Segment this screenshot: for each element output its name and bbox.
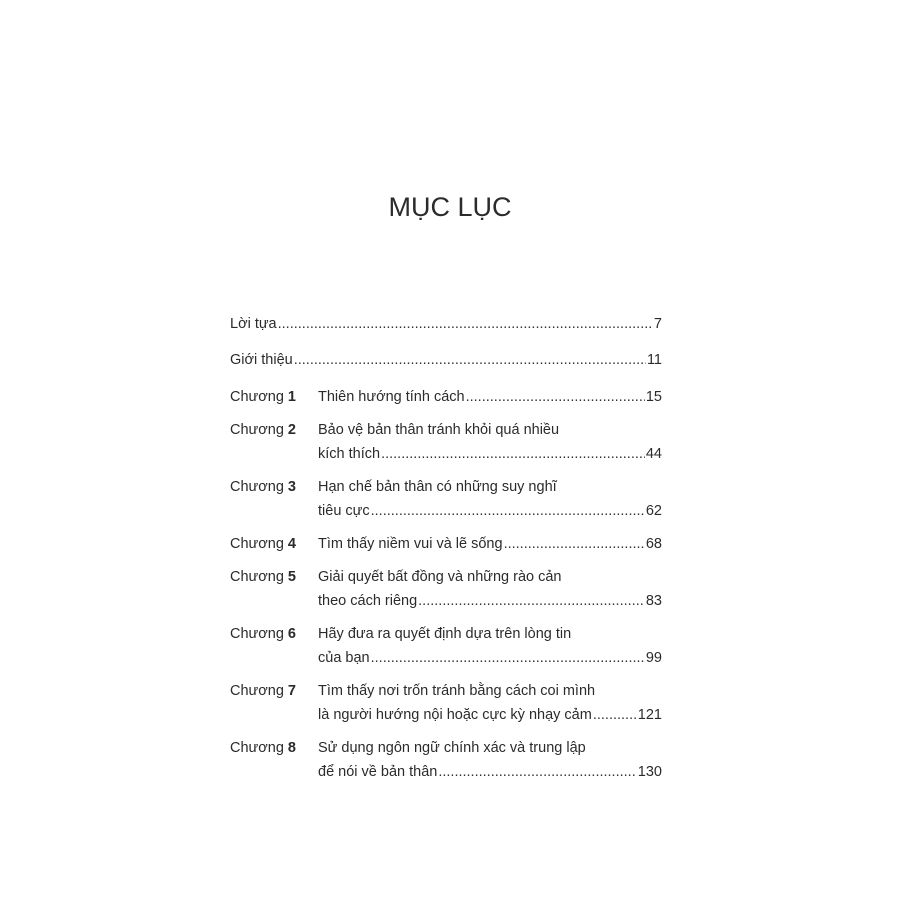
chapter-label xyxy=(230,679,318,727)
chapter-word: Chương xyxy=(230,536,284,552)
entry-title: kích thích xyxy=(318,446,381,462)
toc-chapter-entry[interactable] xyxy=(230,736,662,784)
toc-entry-line xyxy=(318,532,662,556)
chapter-label xyxy=(230,565,318,613)
toc-entry-line xyxy=(318,703,662,727)
chapter-label xyxy=(230,418,318,466)
chapter-number: 5 xyxy=(287,569,296,585)
chapter-word: Chương xyxy=(230,422,284,438)
toc-chapter-entry[interactable] xyxy=(230,385,662,409)
chapter-title-block xyxy=(318,565,662,613)
chapter-word: Chương xyxy=(230,626,284,642)
toc-entry-line xyxy=(318,589,662,613)
chapter-title-line: Hãy đưa ra quyết định dựa trên lòng tin xyxy=(318,626,572,642)
chapter-title-block xyxy=(318,385,662,409)
chapter-title-line: Tìm thấy nơi trốn tránh bằng cách coi mình xyxy=(318,683,596,699)
chapter-word: Chương xyxy=(230,740,284,756)
page-number: 83 xyxy=(645,593,662,609)
dot-leader xyxy=(371,499,645,523)
chapter-title-block xyxy=(318,418,662,466)
toc-chapter-entry[interactable] xyxy=(230,532,662,556)
dot-leader xyxy=(504,532,645,556)
chapter-number: 1 xyxy=(287,389,296,405)
chapter-label xyxy=(230,385,318,409)
toc-chapter-entry[interactable] xyxy=(230,418,662,466)
page-number: 11 xyxy=(646,352,662,368)
dot-leader xyxy=(278,312,653,336)
toc-chapter-entry[interactable] xyxy=(230,565,662,613)
dot-leader xyxy=(371,646,645,670)
chapter-number: 6 xyxy=(287,626,296,642)
chapter-number: 7 xyxy=(287,683,296,699)
entry-title: tiêu cực xyxy=(318,503,370,519)
toc-entry-line xyxy=(318,499,662,523)
dot-leader xyxy=(381,442,645,466)
toc-entry[interactable] xyxy=(230,312,662,336)
chapter-title-line: Sử dụng ngôn ngữ chính xác và trung lập xyxy=(318,740,586,756)
entry-title: theo cách riêng xyxy=(318,593,418,609)
chapter-word: Chương xyxy=(230,389,284,405)
dot-leader xyxy=(438,760,636,784)
toc-entry-line xyxy=(318,760,662,784)
entry-title: Thiên hướng tính cách xyxy=(318,389,465,405)
chapter-title-block xyxy=(318,475,662,523)
entry-title: của bạn xyxy=(318,650,370,666)
chapter-title-block xyxy=(318,679,662,727)
toc-entry-line xyxy=(230,312,662,336)
page-number: 121 xyxy=(637,707,662,723)
chapter-number: 4 xyxy=(287,536,296,552)
dot-leader xyxy=(418,589,645,613)
chapter-title-line: Giải quyết bất đồng và những rào cản xyxy=(318,569,562,585)
toc-chapter-entry[interactable] xyxy=(230,679,662,727)
chapter-label xyxy=(230,532,318,556)
entry-title: Giới thiệu xyxy=(230,352,293,368)
chapter-word: Chương xyxy=(230,683,284,699)
toc-chapter-entry[interactable] xyxy=(230,475,662,523)
chapter-number: 8 xyxy=(287,740,296,756)
entry-title: là người hướng nội hoặc cực kỳ nhạy cảm xyxy=(318,707,592,723)
toc-chapter-entry[interactable] xyxy=(230,622,662,670)
page-number: 7 xyxy=(653,316,662,332)
chapter-title-line: Bảo vệ bản thân tránh khỏi quá nhiều xyxy=(318,422,560,438)
page-number: 99 xyxy=(645,650,662,666)
toc-entry-line xyxy=(318,442,662,466)
page-number: 130 xyxy=(637,764,662,780)
dot-leader xyxy=(294,348,646,372)
entry-title: Tìm thấy niềm vui và lẽ sống xyxy=(318,536,503,552)
entry-title: Lời tựa xyxy=(230,316,277,332)
toc-entry[interactable] xyxy=(230,348,662,372)
dot-leader xyxy=(466,385,645,409)
toc-entry-line xyxy=(318,385,662,409)
page-number: 68 xyxy=(645,536,662,552)
toc-entry-line xyxy=(318,646,662,670)
page-number: 15 xyxy=(645,389,662,405)
chapter-number: 2 xyxy=(287,422,296,438)
toc-entry-line xyxy=(230,348,662,372)
page-number: 62 xyxy=(645,503,662,519)
chapter-title-block xyxy=(318,622,662,670)
chapter-title-block xyxy=(318,736,662,784)
chapter-label xyxy=(230,475,318,523)
chapter-label xyxy=(230,736,318,784)
page-number: 44 xyxy=(645,446,662,462)
chapter-word: Chương xyxy=(230,569,284,585)
dot-leader xyxy=(593,703,637,727)
page-title: MỤC LỤC xyxy=(388,192,512,222)
chapter-title-block xyxy=(318,532,662,556)
chapter-number: 3 xyxy=(287,479,296,495)
chapter-title-line: Hạn chế bản thân có những suy nghĩ xyxy=(318,479,557,495)
entry-title: để nói về bản thân xyxy=(318,764,438,780)
chapter-word: Chương xyxy=(230,479,284,495)
chapter-label xyxy=(230,622,318,670)
